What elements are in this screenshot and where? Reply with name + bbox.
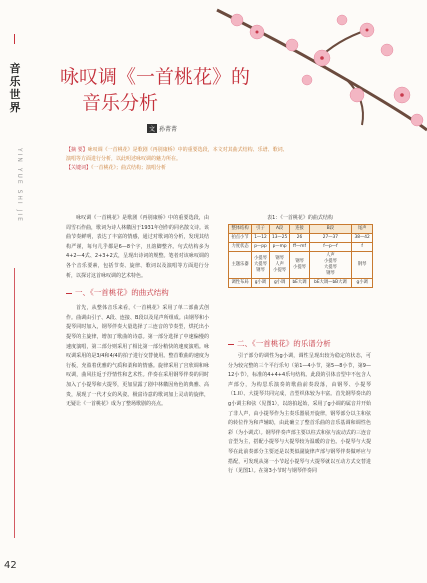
intro-paragraph: 咏叹调《一首桃花》是歌剧《再别康桥》中的重要选段，由周雪石作曲，歌词为诗人林徽因于1931年创作的同名散文诗。该曲节奏鲜明，表达了丰富的情感，通过对歌词的分析，发现其结构严谨，每句几乎都是6—8个字，且韵脚整齐。句式结构多为4+2—4式、2+3+2式，呈现出诗词的规整。笔者对该咏叹调的各个音乐要素，包括节奏、旋律、歌词以及演唱等方面进行分析，以探讨这首咏叹调的艺术特色。 [66,215,209,279]
sidebar [0,0,30,583]
column-pinyin: YIN YUE SHI JIE [16,148,23,223]
table-cell: 38—42 [352,234,373,243]
table-cell: 1—12 [252,234,270,243]
sidebar-rule [14,268,15,538]
table-cell: ff—mf [290,243,309,252]
page-number: 42 [4,560,17,571]
table-cell: 人声 小提琴 大提琴 钢琴 [309,252,352,279]
table-cell: p—pp [252,243,270,252]
table-cell: 钢琴 人声 小提琴 [269,252,290,279]
column-name: 音乐世界 [9,62,21,114]
table-cell: 27—37 [309,234,352,243]
abstract: 【摘 要】咏叹调《一首桃花》是歌剧《再别康桥》中的重要选段，本文对其曲式结构、乐谱、歌词、演唱等方面进行分析，以此明述咏叹调的魅力所在。 【关键词】《一首桃花》；曲式结构；演唱分析 [66,147,288,171]
table-cell: 引子 [252,225,270,234]
structure-table [228,224,373,288]
table-cell: g小调 [252,279,270,288]
table-cell: 连接 [290,225,309,234]
table-cell: 钢琴 小提琴 [290,252,309,279]
table-cell: 主题乐器 [229,252,252,279]
table-cell: A段 [269,225,290,234]
table-cell: B段 [309,225,352,234]
table-cell: 尾声 [352,225,373,234]
section-heading-1: 一、《一首桃花》的曲式结构 [66,287,209,299]
table-cell: 钢琴 [352,252,373,279]
left-column [66,214,209,410]
sidebar-line [14,34,15,44]
table-cell: f [352,243,373,252]
table-cell: 调性布局 [229,279,252,288]
table-row [229,234,373,243]
table-row [229,243,373,252]
table-cell: 26 [290,234,309,243]
section2-paragraph: 引子部分的调性为g小调，调性呈现出较为稳定的状态，可分为较完整的三个平行乐句（第1—4小节，第5—8小节，第9—12小节），标准的4+4+4乐句结构。此段的引体音型中不包含人声部分，为构思乐演奏的歌曲前奏段落，由钢琴、小提琴（1.II）、大提琴共同完成，音型织体较为丰富。首先钢琴奏出的g小调主和弦（见图1），以韵拍起始，采用了g小调的属音并开始了非人声，由小提琴作为主奏乐器展开旋律，钢琴部分以主和弦的转位作为和声辅助，由此确立了整首乐曲的音乐基调和调性色彩（为小调式）。钢琴伴奏声部主要以柱式和弦与流动式的三连音音型为主，搭配小提琴与大提琴较为温暖的音色。小提琴与大提琴在此前奏部分主要还是以类似副旋律声部与钢琴伴奏做呼应与搭配，可发现从第一小节起小提琴与大提琴就以互动方式交替进行（见图1）。在第3小节时与钢琴伴奏同 [228,353,371,475]
table-cell: p—mp [269,243,290,252]
section1-paragraph: 首先，从整体音乐来看，《一首桃花》采用了单二部曲式创作。曲调由引子、A段、连接、B段以及尾声所组成。由钢琴和小提琴同时加入，钢琴伴奏大量选择了三连音的节奏型，烘托出小提琴的主旋律，增加了歌曲的诗意。第一部分选择了中速偏慢的速度演唱，第二部分则采用了相比第一部分稍快的速度演唱。咏叹调采用的是3/4和4/4的拍子进行交替使用。整首歌曲的速度为行板，充盈着优雅的气质和柔和的情感。旋律采用了宫欣调和咏叹调，曲风往返于抒情性和艺术性。伴奏在采用钢琴伴奏的同时加入了小提琴和大提琴，更加显露了剧中林徽因角色的典雅、高贵，展现了一代才女的风姿。极富诗意的歌词加上灵动的旋律，无疑让《一首桃花》成为了整场歌剧的亮点。 [66,305,209,408]
table-row [229,279,373,288]
author: 文 孙菁菁 [149,126,178,133]
table-cell: f—p—f [309,243,352,252]
table-cell: g小调 [269,279,290,288]
right-column [228,352,371,477]
section-heading-2: 二、《一首桃花》的乐谱分析 [228,338,331,349]
table-caption: 表1：《一首桃花》的曲式结构 [267,215,333,221]
table-cell: 拍点小节 [229,234,252,243]
table-cell: bE大调 [290,279,309,288]
table-cell: 整体结构 [229,225,252,234]
article-title: 咏叹调《一首桃花》的 音乐分析 [60,66,251,114]
table-row [229,225,373,234]
table-cell: 13—25 [269,234,290,243]
table-cell: g小调 [352,279,373,288]
table-cell: bE大调—bB大调 [309,279,352,288]
table-cell: 小提琴 大提琴 钢琴 [252,252,270,279]
table-row [229,252,373,279]
table-cell: 力度状态 [229,243,252,252]
